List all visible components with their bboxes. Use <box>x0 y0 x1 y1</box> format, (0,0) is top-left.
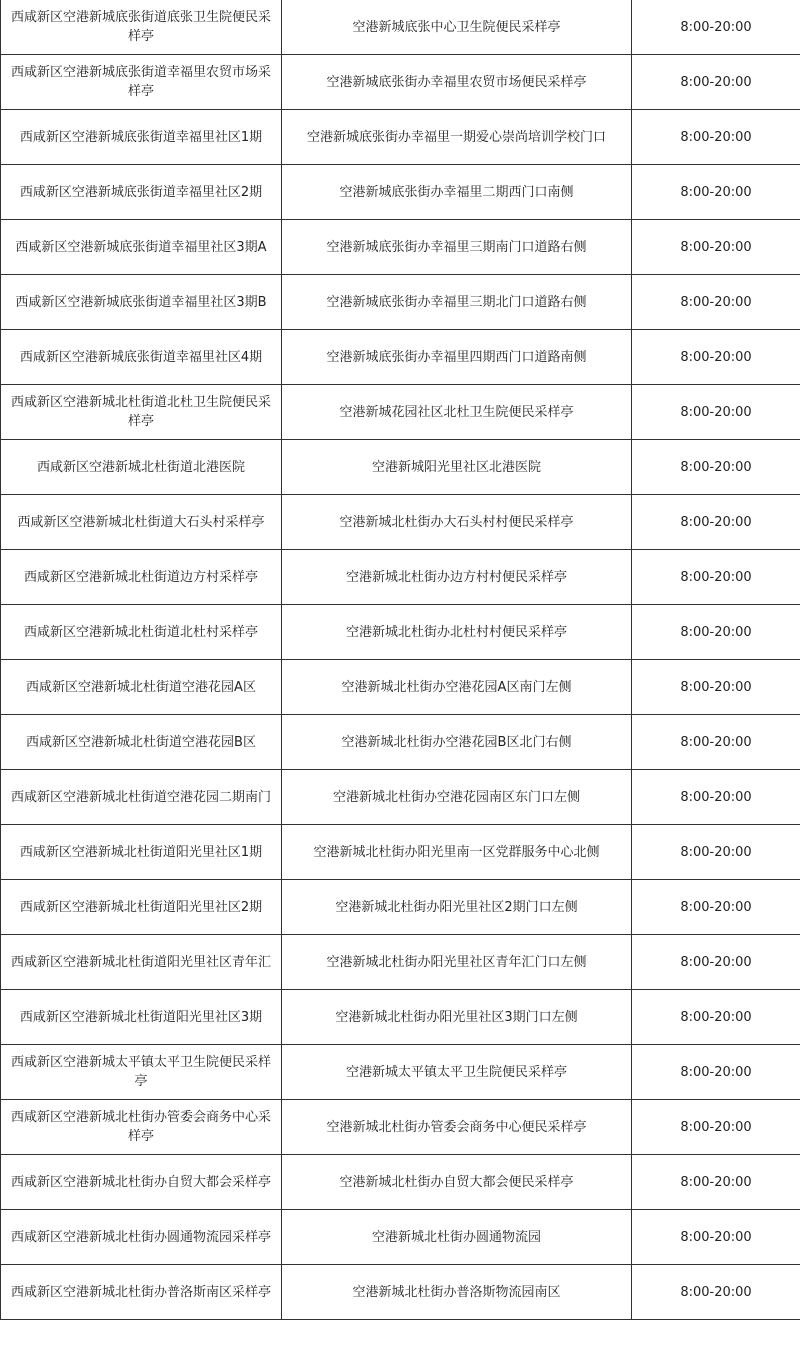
site-location-cell: 空港新城底张中心卫生院便民采样亭 <box>282 0 632 55</box>
site-name-cell: 西咸新区空港新城北杜街办管委会商务中心采样亭 <box>1 1100 282 1155</box>
table-row <box>1 110 800 165</box>
site-name-cell: 西咸新区空港新城底张街道幸福里社区3期B <box>1 275 282 330</box>
site-location-cell: 空港新城北杜街办圆通物流园 <box>282 1210 632 1265</box>
site-name-cell: 西咸新区空港新城底张街道幸福里社区2期 <box>1 165 282 220</box>
site-location-cell: 空港新城底张街办幸福里三期北门口道路右侧 <box>282 275 632 330</box>
opening-hours-cell: 8:00-20:00 <box>632 1210 800 1265</box>
site-location-cell: 空港新城北杜街办大石头村村便民采样亭 <box>282 495 632 550</box>
site-location-cell: 空港新城北杜街办阳光里社区2期门口左侧 <box>282 880 632 935</box>
table-row <box>1 550 800 605</box>
table-row <box>1 1045 800 1100</box>
opening-hours-cell: 8:00-20:00 <box>632 1265 800 1320</box>
table-row <box>1 495 800 550</box>
table-row <box>1 1265 800 1320</box>
site-name-cell: 西咸新区空港新城北杜街道阳光里社区1期 <box>1 825 282 880</box>
site-name-cell: 西咸新区空港新城北杜街道阳光里社区3期 <box>1 990 282 1045</box>
table-row <box>1 330 800 385</box>
opening-hours-cell: 8:00-20:00 <box>632 935 800 990</box>
opening-hours-cell: 8:00-20:00 <box>632 550 800 605</box>
table-row <box>1 1155 800 1210</box>
table-row <box>1 220 800 275</box>
site-location-cell: 空港新城北杜街办自贸大都会便民采样亭 <box>282 1155 632 1210</box>
opening-hours-cell: 8:00-20:00 <box>632 1155 800 1210</box>
opening-hours-cell: 8:00-20:00 <box>632 385 800 440</box>
opening-hours-cell: 8:00-20:00 <box>632 605 800 660</box>
table-row <box>1 990 800 1045</box>
site-location-cell: 空港新城花园社区北杜卫生院便民采样亭 <box>282 385 632 440</box>
table-row <box>1 440 800 495</box>
table-row <box>1 1210 800 1265</box>
site-name-cell: 西咸新区空港新城北杜街办自贸大都会采样亭 <box>1 1155 282 1210</box>
site-location-cell: 空港新城北杜街办阳光里社区青年汇门口左侧 <box>282 935 632 990</box>
opening-hours-cell: 8:00-20:00 <box>632 330 800 385</box>
table-row <box>1 0 800 55</box>
table-row <box>1 715 800 770</box>
site-name-cell: 西咸新区空港新城北杜街道大石头村采样亭 <box>1 495 282 550</box>
site-name-cell: 西咸新区空港新城北杜街道阳光里社区2期 <box>1 880 282 935</box>
site-location-cell: 空港新城太平镇太平卫生院便民采样亭 <box>282 1045 632 1100</box>
table-row <box>1 165 800 220</box>
opening-hours-cell: 8:00-20:00 <box>632 660 800 715</box>
site-name-cell: 西咸新区空港新城北杜街道空港花园二期南门 <box>1 770 282 825</box>
opening-hours-cell: 8:00-20:00 <box>632 495 800 550</box>
table-row <box>1 770 800 825</box>
site-name-cell: 西咸新区空港新城北杜街道北杜村采样亭 <box>1 605 282 660</box>
site-location-cell: 空港新城底张街办幸福里农贸市场便民采样亭 <box>282 55 632 110</box>
site-name-cell: 西咸新区空港新城底张街道幸福里社区4期 <box>1 330 282 385</box>
site-location-cell: 空港新城北杜街办管委会商务中心便民采样亭 <box>282 1100 632 1155</box>
site-name-cell: 西咸新区空港新城北杜街道边方村采样亭 <box>1 550 282 605</box>
table-body <box>1 0 800 1320</box>
opening-hours-cell: 8:00-20:00 <box>632 880 800 935</box>
site-name-cell: 西咸新区空港新城北杜街道空港花园B区 <box>1 715 282 770</box>
opening-hours-cell: 8:00-20:00 <box>632 165 800 220</box>
table-row <box>1 275 800 330</box>
opening-hours-cell: 8:00-20:00 <box>632 715 800 770</box>
site-location-cell: 空港新城北杜街办阳光里社区3期门口左侧 <box>282 990 632 1045</box>
opening-hours-cell: 8:00-20:00 <box>632 110 800 165</box>
site-name-cell: 西咸新区空港新城底张街道幸福里农贸市场采样亭 <box>1 55 282 110</box>
opening-hours-cell: 8:00-20:00 <box>632 440 800 495</box>
table-row <box>1 825 800 880</box>
opening-hours-cell: 8:00-20:00 <box>632 0 800 55</box>
table-row <box>1 605 800 660</box>
opening-hours-cell: 8:00-20:00 <box>632 220 800 275</box>
site-name-cell: 西咸新区空港新城北杜街办普洛斯南区采样亭 <box>1 1265 282 1320</box>
site-location-cell: 空港新城底张街办幸福里一期爱心崇尚培训学校门口 <box>282 110 632 165</box>
site-name-cell: 西咸新区空港新城北杜街道空港花园A区 <box>1 660 282 715</box>
site-location-cell: 空港新城北杜街办空港花园A区南门左侧 <box>282 660 632 715</box>
site-name-cell: 西咸新区空港新城底张街道幸福里社区1期 <box>1 110 282 165</box>
opening-hours-cell: 8:00-20:00 <box>632 275 800 330</box>
opening-hours-cell: 8:00-20:00 <box>632 990 800 1045</box>
opening-hours-cell: 8:00-20:00 <box>632 1045 800 1100</box>
site-name-cell: 西咸新区空港新城底张街道幸福里社区3期A <box>1 220 282 275</box>
table-row <box>1 385 800 440</box>
table-row <box>1 55 800 110</box>
site-name-cell: 西咸新区空港新城北杜街道北港医院 <box>1 440 282 495</box>
site-location-cell: 空港新城北杜街办普洛斯物流园南区 <box>282 1265 632 1320</box>
site-name-cell: 西咸新区空港新城北杜街道北杜卫生院便民采样亭 <box>1 385 282 440</box>
site-location-cell: 空港新城底张街办幸福里三期南门口道路右侧 <box>282 220 632 275</box>
site-location-cell: 空港新城底张街办幸福里四期西门口道路南侧 <box>282 330 632 385</box>
table-row <box>1 880 800 935</box>
table-row <box>1 1100 800 1155</box>
site-location-cell: 空港新城北杜街办北杜村村便民采样亭 <box>282 605 632 660</box>
site-location-cell: 空港新城底张街办幸福里二期西门口南侧 <box>282 165 632 220</box>
table-row <box>1 935 800 990</box>
site-location-cell: 空港新城北杜街办阳光里南一区党群服务中心北侧 <box>282 825 632 880</box>
opening-hours-cell: 8:00-20:00 <box>632 55 800 110</box>
site-location-cell: 空港新城阳光里社区北港医院 <box>282 440 632 495</box>
site-location-cell: 空港新城北杜街办边方村村便民采样亭 <box>282 550 632 605</box>
site-location-cell: 空港新城北杜街办空港花园南区东门口左侧 <box>282 770 632 825</box>
opening-hours-cell: 8:00-20:00 <box>632 1100 800 1155</box>
site-name-cell: 西咸新区空港新城北杜街办圆通物流园采样亭 <box>1 1210 282 1265</box>
site-name-cell: 西咸新区空港新城北杜街道阳光里社区青年汇 <box>1 935 282 990</box>
site-name-cell: 西咸新区空港新城底张街道底张卫生院便民采样亭 <box>1 0 282 55</box>
opening-hours-cell: 8:00-20:00 <box>632 770 800 825</box>
table-row <box>1 660 800 715</box>
site-name-cell: 西咸新区空港新城太平镇太平卫生院便民采样亭 <box>1 1045 282 1100</box>
opening-hours-cell: 8:00-20:00 <box>632 825 800 880</box>
site-location-cell: 空港新城北杜街办空港花园B区北门右侧 <box>282 715 632 770</box>
